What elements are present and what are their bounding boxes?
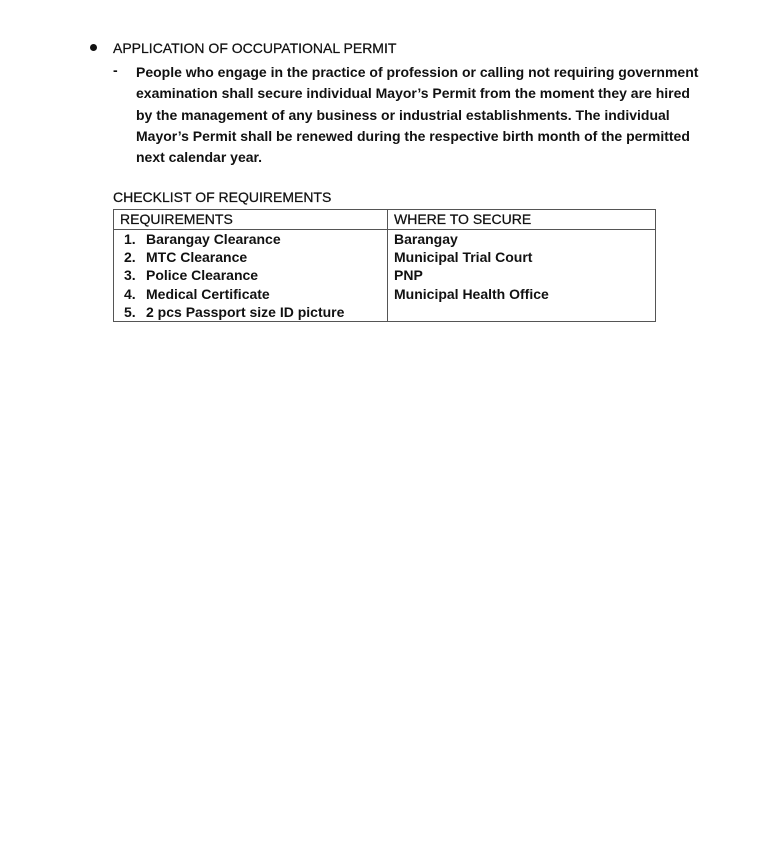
row-number: 2. xyxy=(124,249,136,266)
header-requirements: REQUIREMENTS xyxy=(114,210,388,230)
checklist-title: CHECKLIST OF REQUIREMENTS xyxy=(113,189,332,205)
requirement-text: Police Clearance xyxy=(146,267,259,284)
requirement-text: MTC Clearance xyxy=(146,249,248,266)
requirements-table xyxy=(113,209,656,322)
row-number: 5. xyxy=(124,303,136,320)
requirement-cell xyxy=(114,230,388,249)
requirement-cell xyxy=(114,266,388,284)
where-cell: PNP xyxy=(388,266,656,284)
requirement-text: Barangay Clearance xyxy=(146,231,281,247)
where-cell: Municipal Health Office xyxy=(388,285,656,303)
table-row xyxy=(114,248,656,266)
requirement-cell xyxy=(114,303,388,322)
permit-description: People who engage in the practice of profession or calling not requiring government examination shall secure individual Mayor’s Permit from the moment they are hired by the management of any business or industrial establishments. The individual Mayor’s Permit shall be renewed during the respective birth month of the permitted next calendar year. xyxy=(136,64,699,166)
where-cell: Barangay xyxy=(388,230,656,249)
where-cell: Municipal Trial Court xyxy=(388,248,656,266)
section-heading: APPLICATION OF OCCUPATIONAL PERMIT xyxy=(113,40,397,56)
requirement-text: Medical Certificate xyxy=(146,285,270,302)
dash-marker: - xyxy=(113,62,118,78)
requirement-cell xyxy=(114,248,388,266)
requirement-text: 2 pcs Passport size ID picture xyxy=(146,303,345,320)
requirement-cell xyxy=(114,285,388,303)
row-number: 1. xyxy=(124,231,136,247)
table-row xyxy=(114,266,656,284)
table-row xyxy=(114,285,656,303)
bullet-dot-icon xyxy=(90,44,97,51)
table-row xyxy=(114,303,656,322)
row-number: 3. xyxy=(124,267,136,284)
where-cell xyxy=(388,303,656,322)
table-row xyxy=(114,230,656,249)
row-number: 4. xyxy=(124,285,136,302)
header-where-to-secure: WHERE TO SECURE xyxy=(388,210,656,230)
table-header-row xyxy=(114,210,656,230)
